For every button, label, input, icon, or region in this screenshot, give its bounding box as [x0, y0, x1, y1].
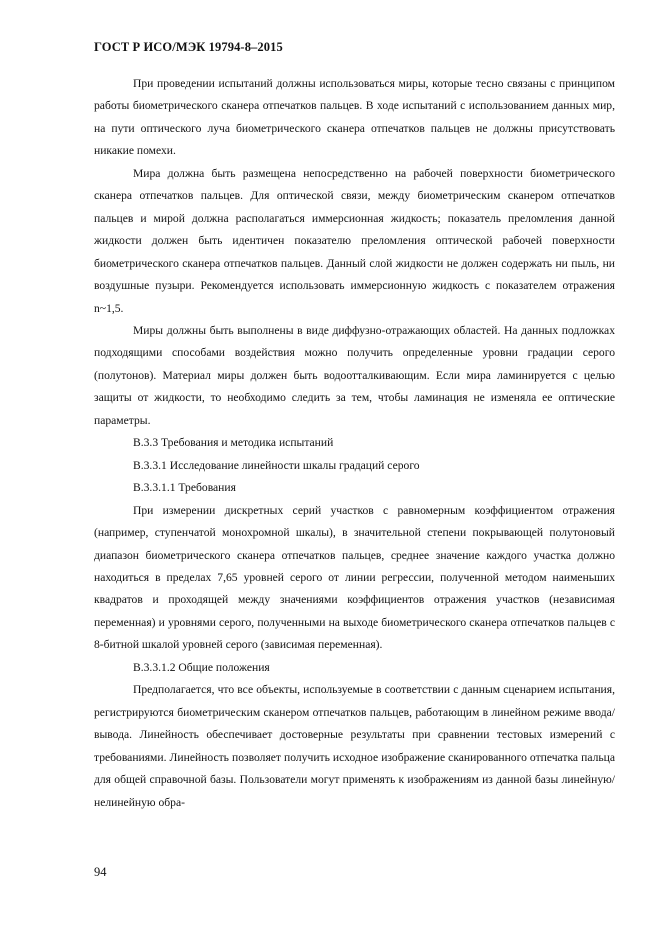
paragraph: Миры должны быть выполнены в виде диффузно-отражающих областей. На данных подложках подходящими способами воздействия можно получить определенные уровни градации серого (полутонов). Материал миры должен быть водоотталкивающим. Если мира ламинируется с целью защиты от жидкости, то необходимо следить за тем, чтобы ламинация не изменяла ее оптические параметры. [94, 323, 615, 427]
paragraph: Мира должна быть размещена непосредственно на рабочей поверхности биометрического сканера отпечатков пальцев. Для оптической связи, между биометрическим сканером отпечатков пальцев и мирой должна располагаться иммерсионная жидкость; показатель преломления данной жидкости должен быть идентичен показателю преломления оптической рабочей поверхности биометрического сканера отпечатков пальцев. Данный слой жидкости не должен содержать ни пыль, ни воздушные пузыри. Рекомендуется использовать иммерсионную жидкость с показателем отражения n~1,5. [94, 166, 615, 315]
document-body [94, 73, 615, 814]
section-heading: В.3.3 Требования и методика испытаний [133, 436, 334, 450]
paragraph: При проведении испытаний должны использоваться миры, которые тесно связаны с принципом работы биометрического сканера отпечатков пальцев. В ходе испытаний с использованием данных мир, на пути оптического луча биометрического сканера отпечатков пальцев не должны присутствовать никакие помехи. [94, 77, 615, 158]
section-heading: В.3.3.1 Исследование линейности шкалы градаций серого [133, 458, 420, 472]
page-number: 94 [94, 865, 107, 879]
document-header: ГОСТ Р ИСО/МЭК 19794-8–2015 [94, 40, 283, 54]
paragraph: При измерении дискретных серий участков с равномерным коэффициентом отражения (например, ступенчатой монохромной шкалы), в значительной степени покрывающей полутоновый диапазон биометрического сканера отпечатков пальцев, среднее значение каждого участка должно находиться в пределах 7,65 уровней серого от линии регрессии, полученной методом наименьших квадратов и проходящей между значениями коэффициентов отражения участков (независимая переменная) и уровнями серого, полученными на выходе биометрического сканера отпечатков пальцев с 8-битной шкалой уровней серого (зависимая переменная). [94, 503, 615, 652]
paragraph: Предполагается, что все объекты, используемые в соответствии с данным сценарием испытания, регистрируются биометрическим сканером отпечатков пальцев, работающим в линейном режиме ввода/вывода. Линейность обеспечивает достоверные результаты при сравнении тестовых измерений с требованиями. Линейность позволяет получить исходное изображение сканированного отпечатка пальца для общей справочной базы. Пользователи могут применять к изображениям из данной базы линейную/нелинейную обра- [94, 683, 615, 809]
section-heading: В.3.3.1.1 Требования [133, 481, 236, 495]
section-heading: В.3.3.1.2 Общие положения [133, 660, 270, 674]
